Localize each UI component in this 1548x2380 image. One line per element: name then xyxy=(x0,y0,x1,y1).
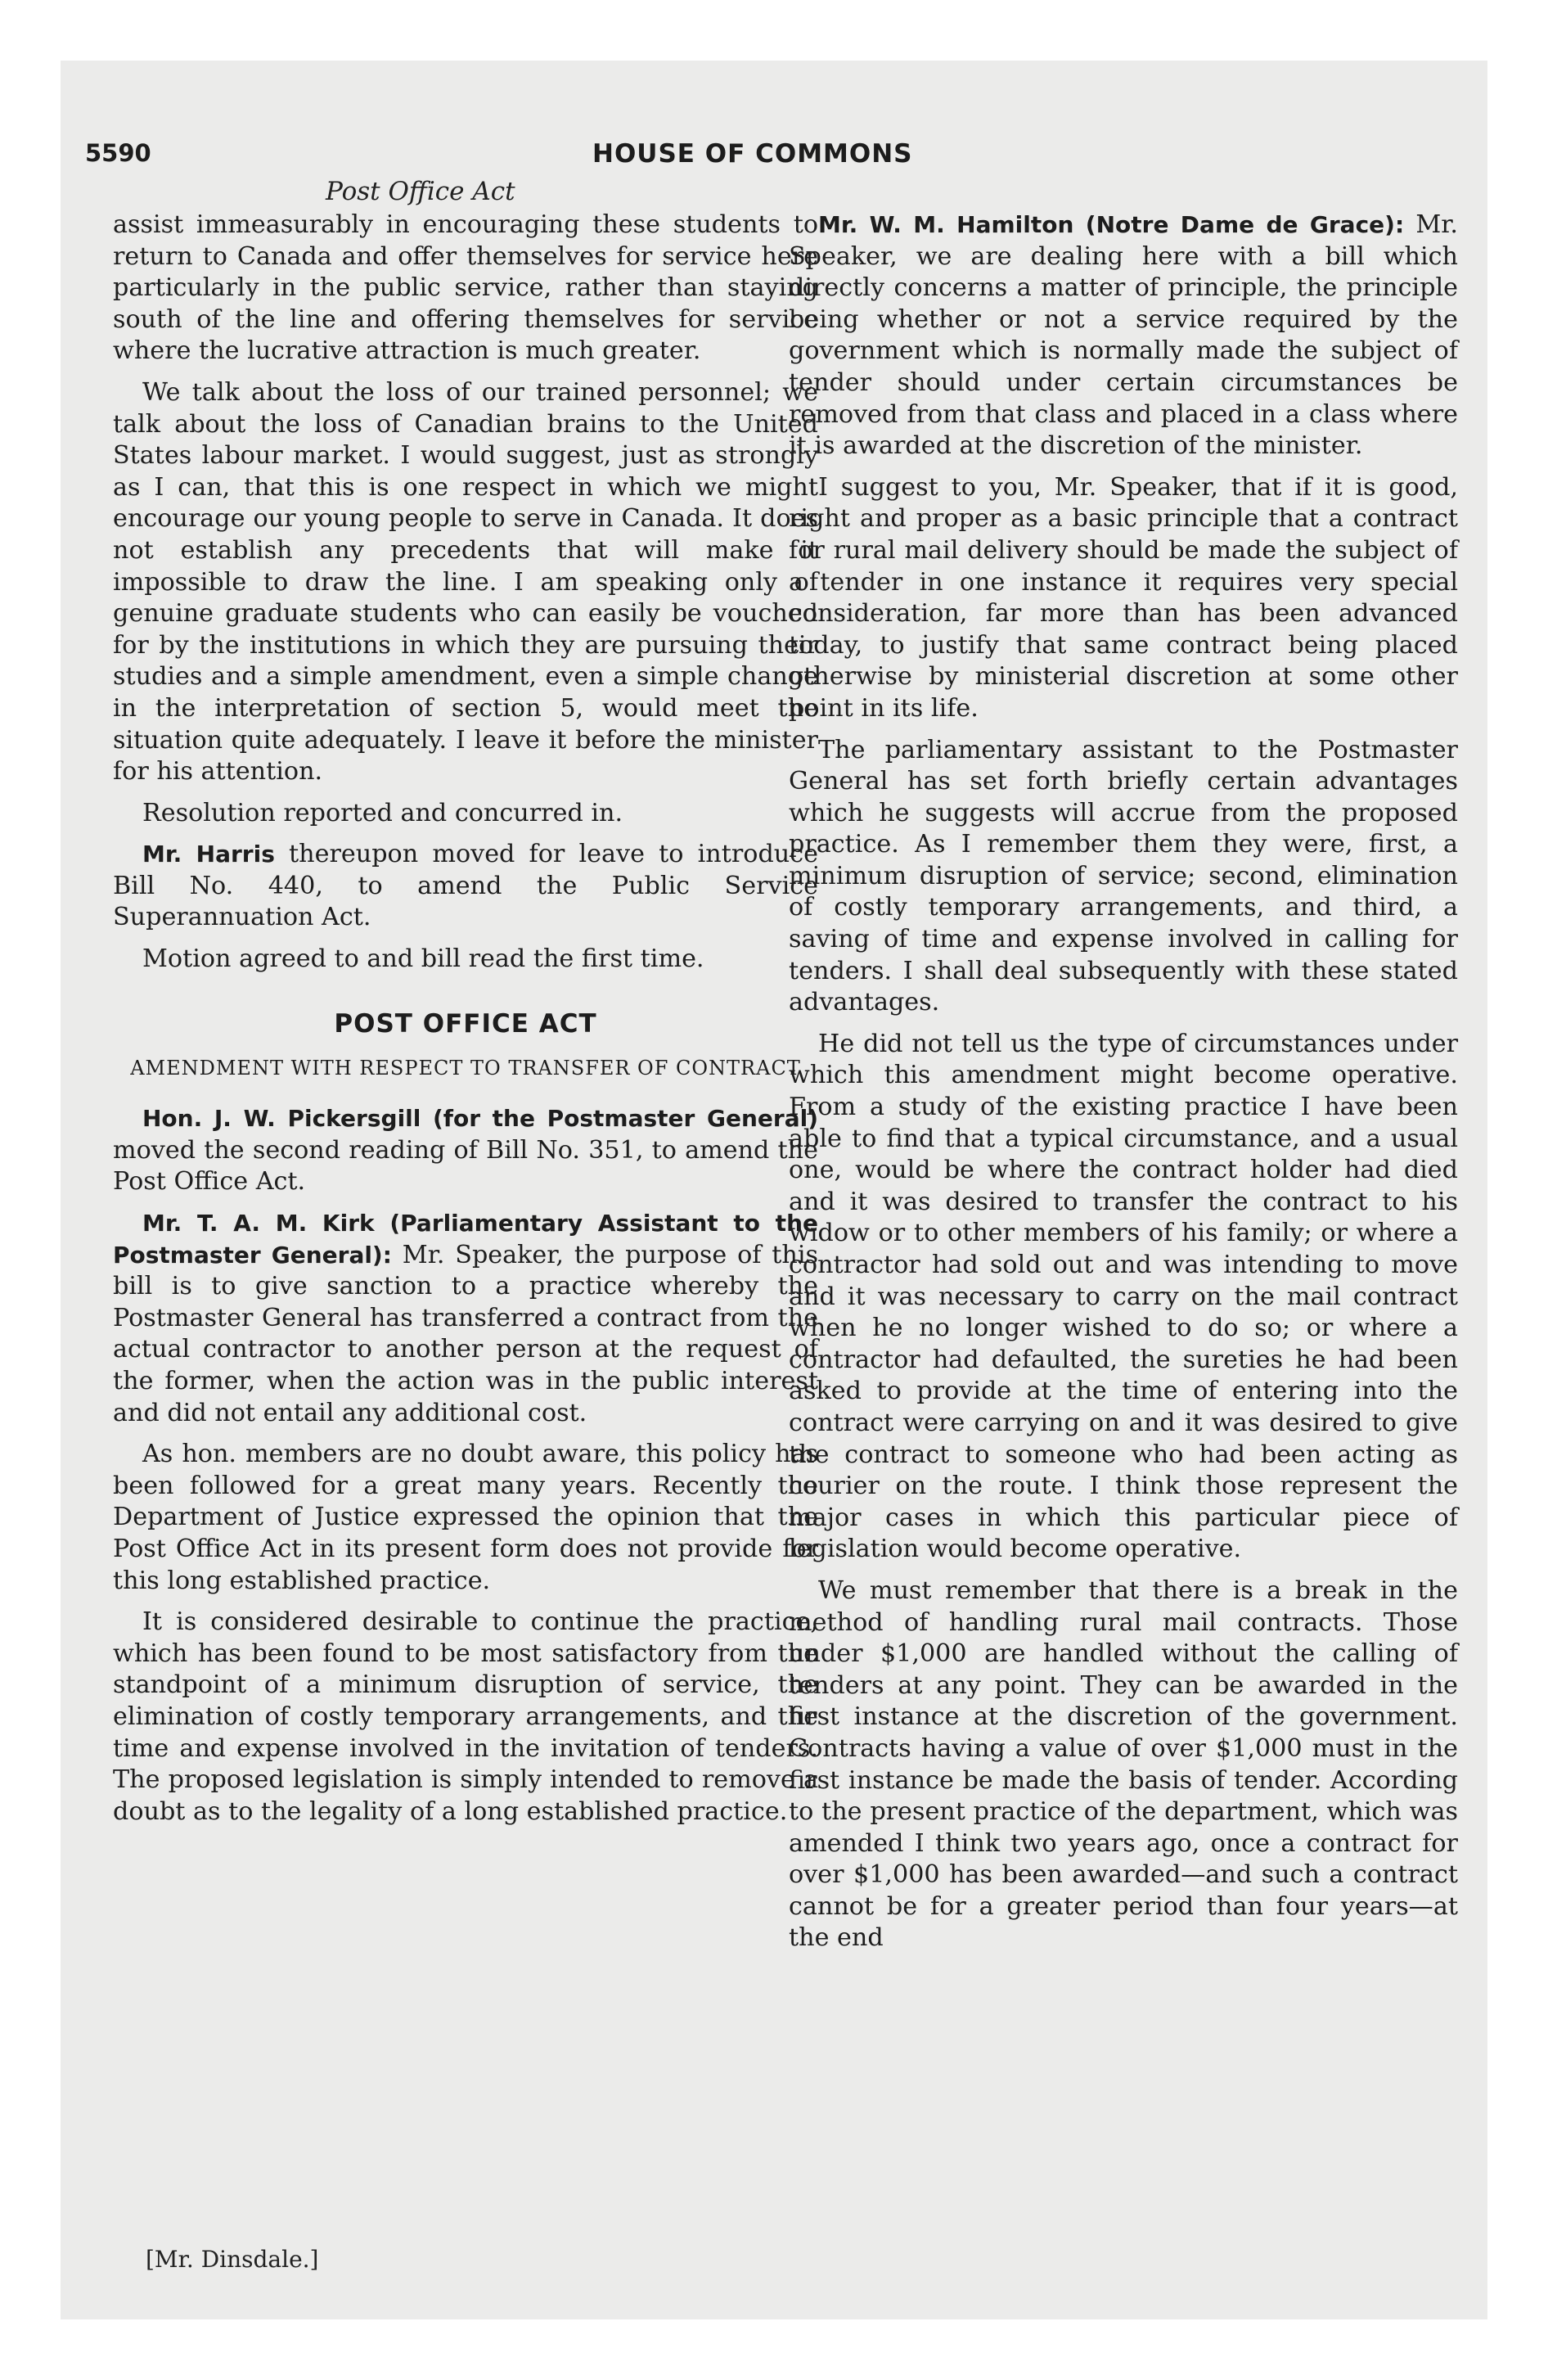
speech-text: Mr. Speaker, we are dealing here with a bill which directly concerns a matter of principle, the principle being whether or not a service required by the government which is normally made the subject of tender should under certain circumstances be removed from that class and placed in a class where it is awarded at the discretion of the minister. xyxy=(789,210,1458,461)
paragraph: It is considered desirable to continue the practice, which has been found to be most satisfactory from the standpoint of a minimum disruption of service, the elimination of costly temporary arrangements, and the time and expense involved in the invitation of tenders. The proposed legislation is simply intended to remove a doubt as to the legality of a long established practice. xyxy=(113,1607,818,1826)
speaker-name: Mr. W. M. Hamilton (Notre Dame de Grace): xyxy=(818,211,1405,238)
page-number: 5590 xyxy=(85,139,151,167)
paragraph: We talk about the loss of our trained personnel; we talk about the loss of Canadian brains to the United States labour market. I would suggest, just as strongly as I can, that this is one respect in which we might encourage our young people to serve in Canada. It does not establish any precedents that will make it impossible to draw the line. I am speaking only of genuine graduate students who can easily be vouched for by the institutions in which they are pursuing their studies and a simple amendment, even a simple change in the interpretation of section 5, would meet the situation quite adequately. I leave it before the minister for his attention. xyxy=(113,377,818,787)
section-subheading: AMENDMENT WITH RESPECT TO TRANSFER OF CONTRACT xyxy=(130,1057,801,1080)
section-heading: POST OFFICE ACT xyxy=(334,1008,597,1039)
speaker-name: Mr. Harris xyxy=(142,841,275,868)
speech-text: moved the second reading of Bill No. 351, to amend the Post Office Act. xyxy=(113,1135,818,1197)
paragraph: He did not tell us the type of circumstances under which this amendment might become operative. From a study of the existing practice I have been able to find that a typical circumstance, and a usual one, would be where the contract holder had died and it was desired to transfer the contract to his widow or to other members of his family; or where a contractor had sold out and was intending to move and it was necessary to carry on the mail contract when he no longer wished to do so; or where a contractor had defaulted, the sureties he had been asked to provide at the time of entering into the contract were carrying on and it was desired to give the contract to someone who had been acting as courier on the route. I think those represent the major cases in which this particular piece of legislation would become operative. xyxy=(789,1029,1458,1564)
paragraph xyxy=(113,1208,818,1429)
paragraph: We must remember that there is a break in the method of handling rural mail contracts. Those under $1,000 are handled without the calling of tenders at any point. They can be awarded in the first instance at the discretion of the government. Contracts having a value of over $1,000 must in the first instance be made the basis of tender. According to the present practice of the department, which was amended I think two years ago, once a contract for over $1,000 has been awarded—and such a contract cannot be for a greater period than four years—at the end xyxy=(789,1575,1458,1953)
speaker-name: Hon. J. W. Pickersgill (for the Postmaster General) xyxy=(142,1105,818,1133)
paragraph: The parliamentary assistant to the Postmaster General has set forth briefly certain advantages which he suggests will accrue from the proposed practice. As I remember them they were, first, a minimum disruption of service; second, elimination of costly temporary arrangements, and third, a saving of time and expense involved in calling for tenders. I shall deal subsequently with these stated advantages. xyxy=(789,735,1458,1017)
paragraph: I suggest to you, Mr. Speaker, that if it is good, right and proper as a basic principle that a contract for rural mail delivery should be made the subject of a tender in one instance it requires very special consideration, far more than has been advanced today, to justify that same contract being placed otherwise by ministerial discretion at some other point in its life. xyxy=(789,472,1458,723)
paragraph: assist immeasurably in encouraging these students to return to Canada and offer themselves for service here particularly in the public service, rather than staying south of the line and offering themselves for service where the lucrative attraction is much greater. xyxy=(113,210,818,366)
page-header xyxy=(61,139,1487,172)
paragraph xyxy=(113,839,818,934)
right-column xyxy=(789,210,1458,1964)
paragraph xyxy=(789,210,1458,462)
paragraph: As hon. members are no doubt aware, this policy has been followed for a great many years. Recently the Department of Justice expressed the opinion that the Post Office Act in its present form does not provide for this long established practice. xyxy=(113,1440,818,1595)
footer-attribution: [Mr. Dinsdale.] xyxy=(146,2246,319,2273)
running-head: Post Office Act xyxy=(326,177,515,206)
paragraph: Motion agreed to and bill read the first time. xyxy=(142,944,704,974)
paragraph: Resolution reported and concurred in. xyxy=(142,798,623,827)
speaker-name: Mr. T. A. M. Kirk (Parliamentary Assistant to the Postmaster General): xyxy=(113,1210,818,1269)
page-sheet xyxy=(61,61,1487,2319)
paragraph xyxy=(113,1103,818,1198)
header-title: HOUSE OF COMMONS xyxy=(592,139,913,169)
speech-text: thereupon moved for leave to introduce Bill No. 440, to amend the Public Service Superannuation Act. xyxy=(113,840,818,932)
left-column xyxy=(113,210,818,1837)
speech-text: Mr. Speaker, the purpose of this bill is to give sanction to a practice whereby the Postmaster General has transferred a contract from the actual contractor to another person at the request of the former, when the action was in the public interest and did not entail any additional cost. xyxy=(113,1240,818,1427)
